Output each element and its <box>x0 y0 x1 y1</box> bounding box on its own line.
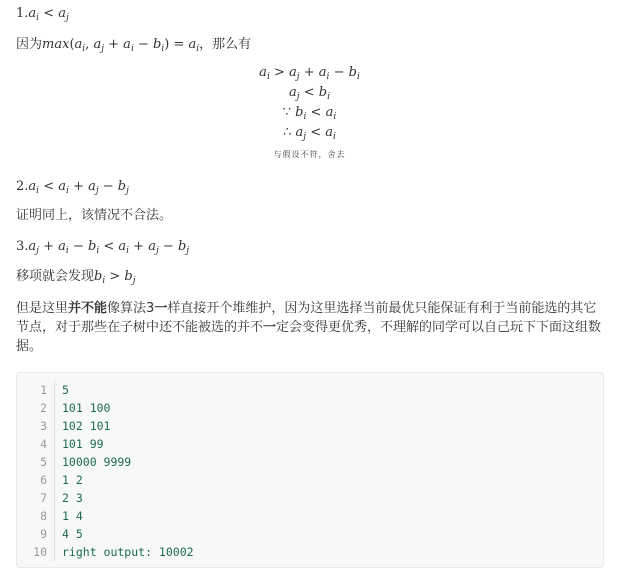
derivation-line-1: $a_i > a_j + a_i - b_i$ <box>259 65 360 82</box>
code-block <box>16 372 604 568</box>
line-number: 4 <box>40 437 47 451</box>
line-number: 3 <box>40 419 47 433</box>
contradiction-note: 与假设不符，舍去 <box>273 150 346 159</box>
case3-conclusion: 移项就会发现$b_i > b_j$ <box>16 269 136 286</box>
code-text: 5 <box>62 383 69 397</box>
line-number: 5 <box>40 455 47 469</box>
line-number: 7 <box>40 491 47 505</box>
line-number-gutter <box>54 381 55 561</box>
derivation-line-3: ∵ $b_i < a_i$ <box>282 105 337 122</box>
line-number: 1 <box>40 383 47 397</box>
code-text: 4 5 <box>62 527 83 541</box>
code-text: 102 101 <box>62 419 111 433</box>
line-number: 9 <box>40 527 47 541</box>
line-number: 8 <box>40 509 47 523</box>
line-number: 2 <box>40 401 47 415</box>
line-number: 6 <box>40 473 47 487</box>
case1-premise: 因为$\max(a_i$, $a_j + a_i - b_i) = a_i$，那么有 <box>16 37 252 54</box>
code-text: 1 2 <box>62 473 83 487</box>
code-text: 2 3 <box>62 491 83 505</box>
case2-conclusion: 证明同上，该情况不合法。 <box>16 208 173 223</box>
code-text: 101 99 <box>62 437 104 451</box>
code-text: right output: 10002 <box>62 545 194 559</box>
derivation-line-4: ∴ $a_j < a_i$ <box>283 125 336 142</box>
case1-heading: $1.a_i < a_j$ <box>16 6 69 23</box>
code-text: 101 100 <box>62 401 111 415</box>
explanation-paragraph: 但是这里并不能像算法3一样直接开个堆维护，因为这里选择当前最优只能保证有利于当前能选的其它节点，对于那些在子树中还不能被选的并不一定会变得更优秀，不理解的同学可以自己玩下下面这组数据。 <box>16 301 602 354</box>
line-number: 10 <box>33 545 47 559</box>
case3-heading: $3.a_j + a_i - b_i < a_i + a_j - b_j$ <box>16 239 190 256</box>
case2-heading: $2.a_i < a_i + a_j - b_j$ <box>16 179 129 196</box>
code-text: 1 4 <box>62 509 83 523</box>
code-text: 10000 9999 <box>62 455 132 469</box>
derivation-line-2: $a_j < b_i$ <box>289 85 330 102</box>
